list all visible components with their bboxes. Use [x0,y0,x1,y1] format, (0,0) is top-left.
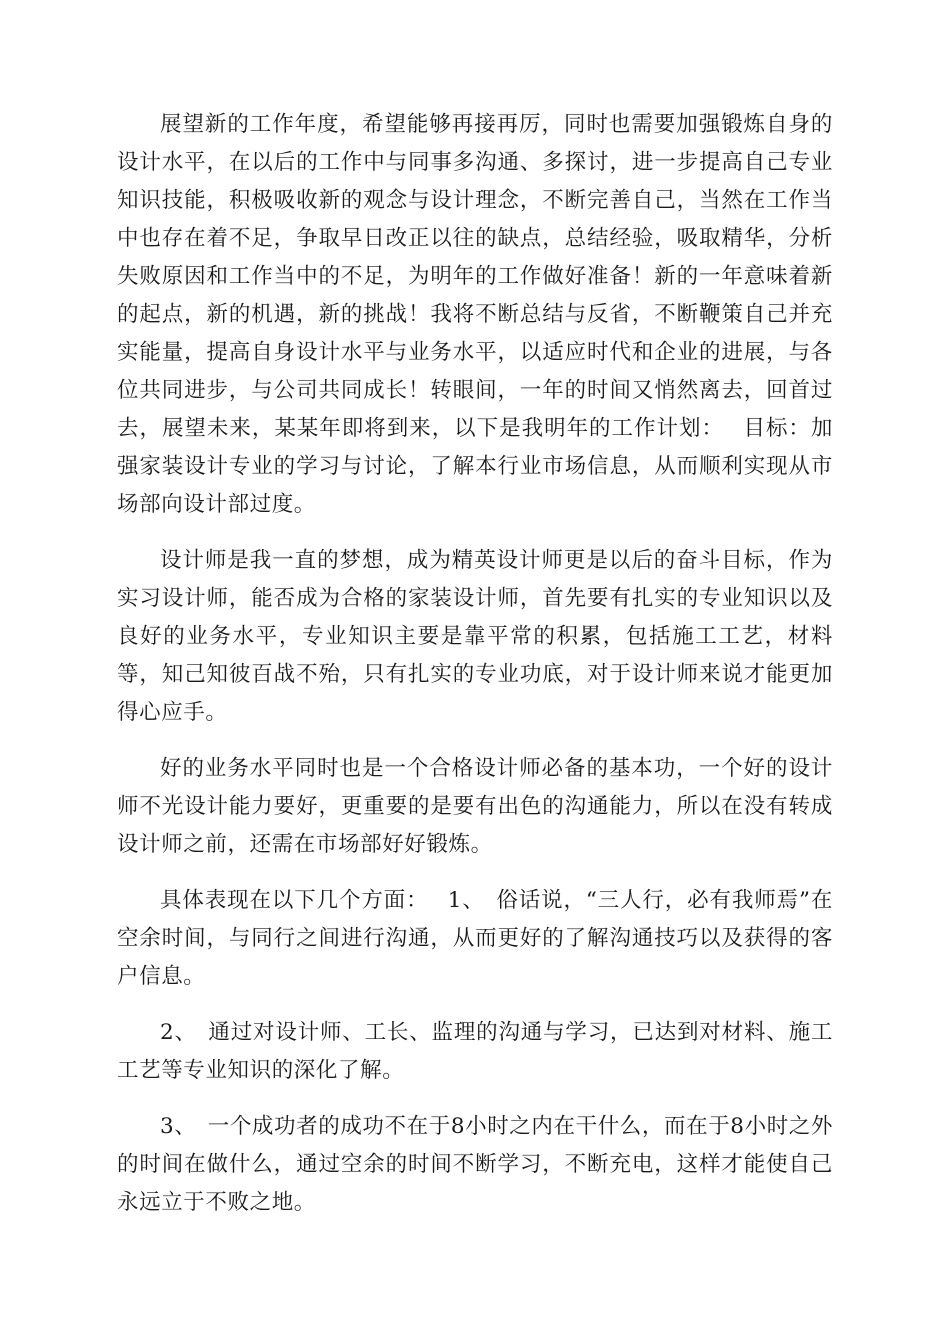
paragraph-outlook: 展望新的工作年度，希望能够再接再厉，同时也需要加强锻炼自身的设计水平，在以后的工作中与同事多沟通、多探讨，进一步提高自己专业知识技能，积极吸收新的观念与设计理念，不断完善自己，当然在工作当中也存在着不足，争取早日改正以往的缺点，总结经验，吸取精华，分析失败原因和工作当中的不足，为明年的工作做好准备！新的一年意味着新的起点，新的机遇，新的挑战！我将不断总结与反省，不断鞭策自己并充实能量，提高自身设计水平与业务水平，以适应时代和企业的进展，与各位共同进步，与公司共同成长！转眼间，一年的时间又悄然离去，回首过去，展望未来，某某年即将到来，以下是我明年的工作计划： 目标：加强家装设计专业的学习与讨论，了解本行业市场信息，从而顺利实现从市场部向设计部过度。 [117,112,833,517]
paragraph-aspect-1: 具体表现在以下几个方面： 1、 俗话说，“三人行，必有我师焉”在空余时间，与同行之间进行沟通，从而更好的了解沟通技巧以及获得的客户信息。 [117,888,833,989]
paragraph-aspect-2: 2、 通过对设计师、工长、监理的沟通与学习，已达到对材料、施工工艺等专业知识的深化了解。 [117,1020,833,1083]
paragraph-aspect-3: 3、 一个成功者的成功不在于8小时之内在干什么，而在于8小时之外的时间在做什么，通过空余的时间不断学习，不断充电，这样才能使自己永远立于不败之地。 [117,1114,833,1215]
paragraph-business-level: 好的业务水平同时也是一个合格设计师必备的基本功，一个好的设计师不光设计能力要好，更重要的是要有出色的沟通能力，所以在没有转成设计师之前，还需在市场部好好锻炼。 [117,756,833,857]
document-body [117,106,833,1240]
paragraph-designer-dream: 设计师是我一直的梦想，成为精英设计师更是以后的奋斗目标，作为实习设计师，能否成为合格的家装设计师，首先要有扎实的专业知识以及良好的业务水平，专业知识主要是靠平常的积累，包括施工工艺，材料等，知己知彼百战不殆，只有扎实的专业功底，对于设计师来说才能更加得心应手。 [117,548,833,725]
